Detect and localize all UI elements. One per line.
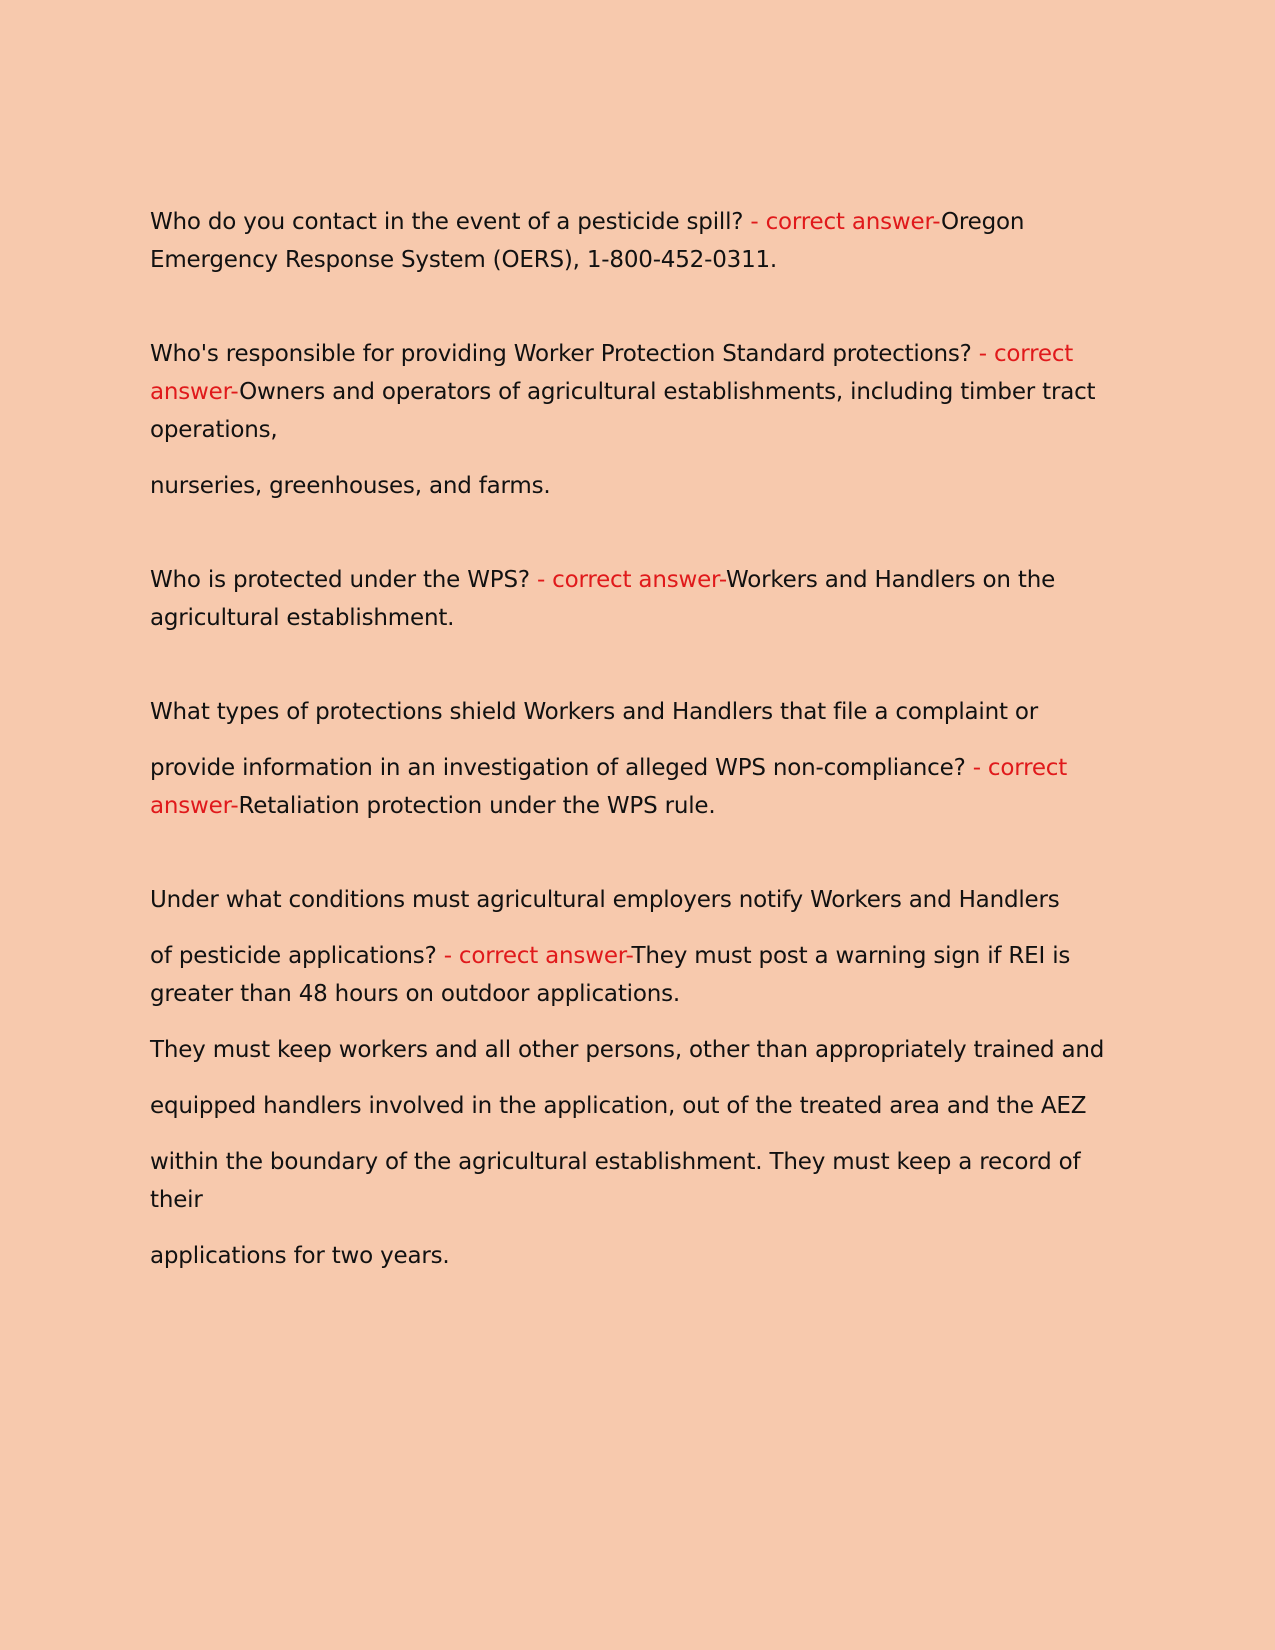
question-lead: What types of protections shield Workers and Handlers that file a complaint or (150, 699, 1039, 725)
answer-text: Retaliation protection under the WPS rule. (238, 793, 716, 819)
question-text: Who's responsible for providing Worker Protection Standard protections? (150, 341, 979, 367)
answer-text: Owners and operators of agricultural establishments, including timber tract operations, (150, 379, 1096, 443)
qa-paragraph (150, 335, 1125, 449)
answer-continuation: applications for two years. (150, 1243, 450, 1269)
qa-item-2 (150, 335, 1125, 505)
answer-text: Oregon Emergency Response System (OERS), 1-800-452-0311. (150, 209, 1025, 273)
qa-paragraph (150, 203, 1125, 279)
correct-answer-marker: - correct answer- (536, 567, 726, 593)
question-text: Who is protected under the WPS? (150, 567, 537, 593)
answer-continuation: They must keep workers and all other persons, other than appropriately trained and (150, 1037, 1105, 1063)
answer-continuation: nurseries, greenhouses, and farms. (150, 473, 551, 499)
qa-item-5 (150, 881, 1125, 1275)
correct-answer-marker: - correct answer- (150, 341, 1074, 405)
question-text: Who do you contact in the event of a pesticide spill? (150, 209, 751, 235)
answer-text: They must post a warning sign if REI is greater than 48 hours on outdoor applications. (150, 943, 1071, 1007)
qa-paragraph (150, 561, 1125, 637)
qa-item-4 (150, 693, 1125, 825)
correct-answer-marker: - correct answer- (150, 755, 1068, 819)
question-lead: Under what conditions must agricultural employers notify Workers and Handlers (150, 887, 1060, 913)
qa-paragraph (150, 937, 1125, 1013)
answer-continuation: equipped handlers involved in the application, out of the treated area and the AEZ (150, 1093, 1087, 1119)
qa-paragraph (150, 749, 1125, 825)
question-text: of pesticide applications? (150, 943, 444, 969)
question-text: provide information in an investigation of alleged WPS non-compliance? (150, 755, 973, 781)
correct-answer-marker: - correct answer- (750, 209, 941, 235)
answer-text: Workers and Handlers on the agricultural establishment. (150, 567, 1056, 631)
qa-item-1 (150, 203, 1125, 279)
answer-continuation: within the boundary of the agricultural establishment. They must keep a record of their (150, 1149, 1081, 1213)
correct-answer-marker: - correct answer- (443, 943, 632, 969)
qa-item-3 (150, 561, 1125, 637)
